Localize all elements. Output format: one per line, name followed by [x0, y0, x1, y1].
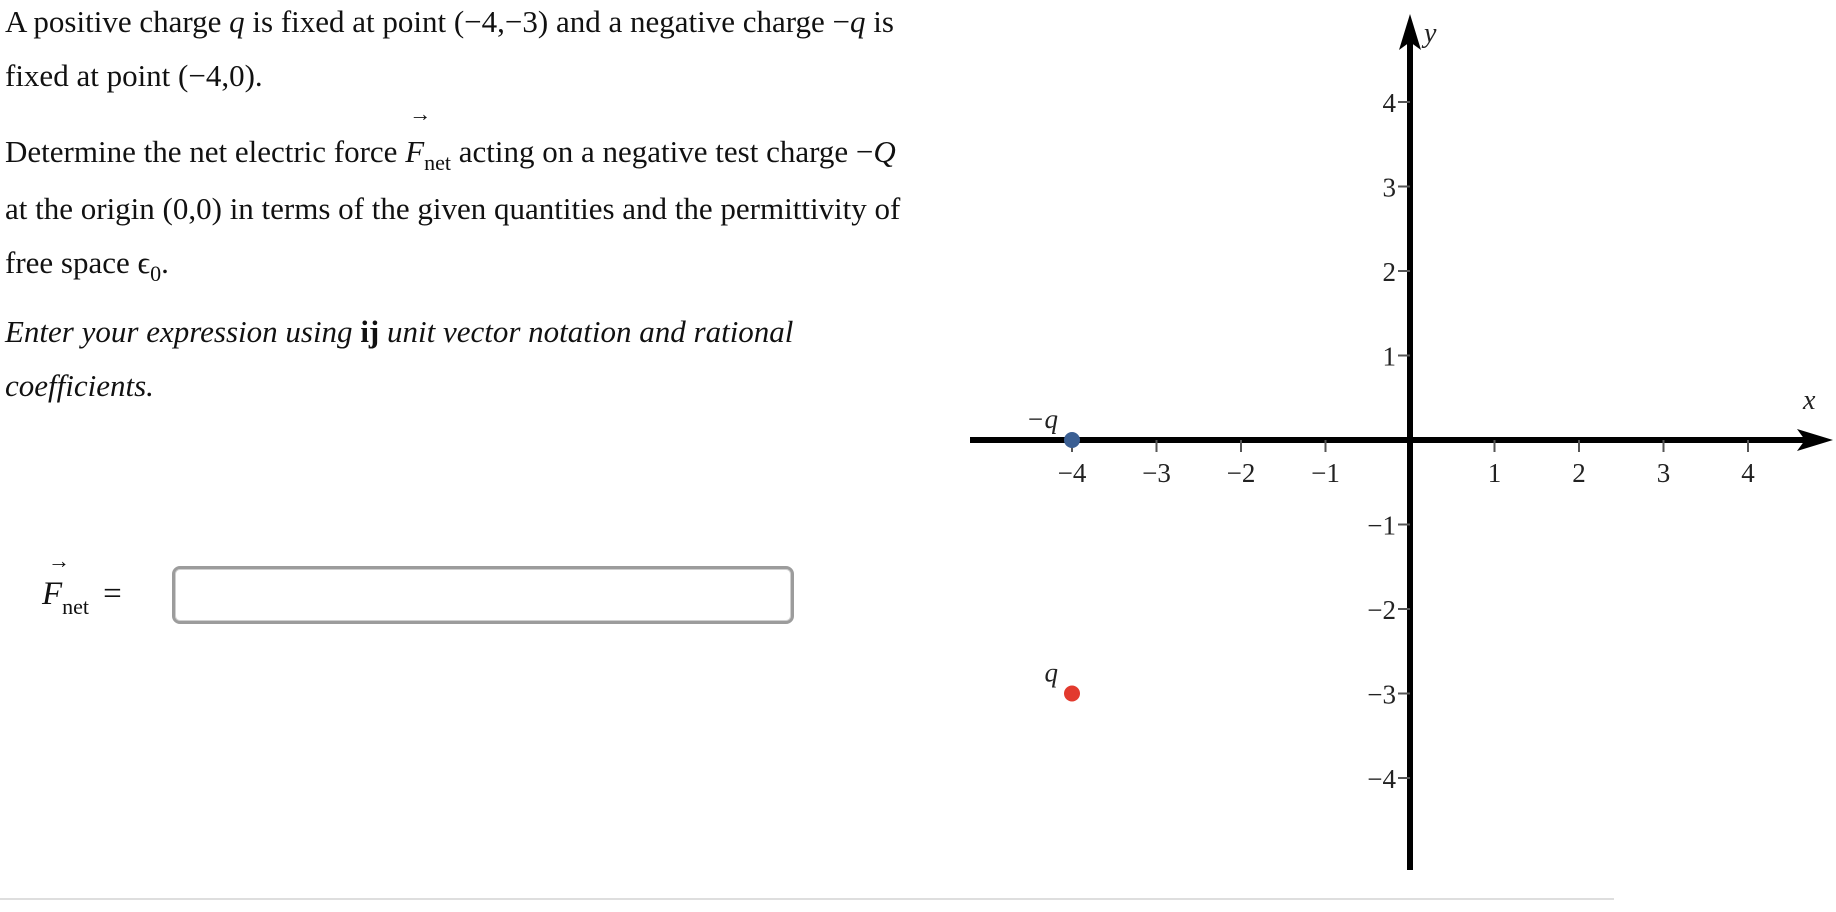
equals-sign: = [103, 576, 122, 612]
force-vector-symbol [405, 101, 432, 179]
x-tick-label: 2 [1572, 458, 1586, 488]
x-axis-label: x [1803, 385, 1816, 416]
negative-charge-marker [1064, 432, 1080, 448]
problem-paragraph-1 [5, 0, 905, 103]
x-tick-label: 3 [1656, 458, 1671, 488]
answer-force-symbol [42, 548, 70, 614]
x-tick-label: 1 [1487, 458, 1502, 488]
y-tick-label: 3 [1382, 172, 1396, 203]
vector-arrow-icon: → [409, 101, 432, 126]
instruction-text: unit vector notation and rational coefficients. [5, 314, 794, 403]
charge-q-symbol: q [850, 4, 866, 39]
problem-text: is fixed at point (−4,0). [5, 4, 894, 93]
problem-text: . [161, 245, 169, 280]
force-subscript: net [62, 594, 90, 619]
force-symbol: F [42, 576, 63, 612]
positive-charge-label: q [1044, 657, 1058, 688]
force-subscript: net [424, 150, 452, 175]
unit-vector-notation: ij [360, 314, 380, 349]
x-tick-label: −4 [1057, 458, 1087, 488]
x-tick-label: −2 [1226, 458, 1256, 488]
y-tick-label: −4 [1367, 764, 1396, 794]
coordinate-plot [970, 0, 1836, 880]
y-tick-label: −1 [1367, 510, 1396, 541]
problem-text: is fixed at point (−4,−3) and a negative charge − [244, 4, 851, 39]
problem-text: at the origin (0,0) in terms of the given quantities and the permittivity of free space [5, 191, 901, 280]
answer-input[interactable] [172, 566, 794, 624]
y-tick-label: −3 [1367, 679, 1396, 710]
y-tick-label: −2 [1367, 595, 1396, 625]
test-charge-symbol: Q [873, 134, 896, 169]
y-tick-label: 2 [1382, 257, 1396, 287]
positive-charge-marker [1064, 686, 1080, 702]
problem-instructions [5, 305, 905, 413]
answer-row [42, 548, 802, 630]
answer-label [42, 548, 122, 619]
y-axis-label: y [1424, 18, 1437, 49]
instruction-text: Enter your expression using [5, 314, 361, 349]
problem-text: acting on a negative test charge − [451, 134, 874, 169]
force-symbol: F [405, 134, 425, 169]
epsilon-symbol: ϵ [137, 245, 151, 280]
y-tick-label: 1 [1382, 341, 1396, 372]
problem-text: A positive charge [5, 4, 230, 39]
negative-charge-label: −q [1026, 404, 1058, 434]
y-tick-label: 4 [1382, 88, 1396, 118]
x-tick-label: −1 [1311, 458, 1340, 488]
x-tick-label: 4 [1741, 458, 1755, 488]
problem-paragraph-2 [5, 101, 905, 293]
epsilon-subscript: 0 [150, 261, 162, 286]
problem-text: Determine the net electric force [5, 134, 406, 169]
bottom-divider [0, 898, 1614, 900]
vector-arrow-icon: → [48, 548, 70, 573]
charge-q-symbol: q [229, 4, 245, 39]
coordinate-plot-svg [970, 0, 1836, 880]
x-tick-label: −3 [1142, 458, 1171, 488]
